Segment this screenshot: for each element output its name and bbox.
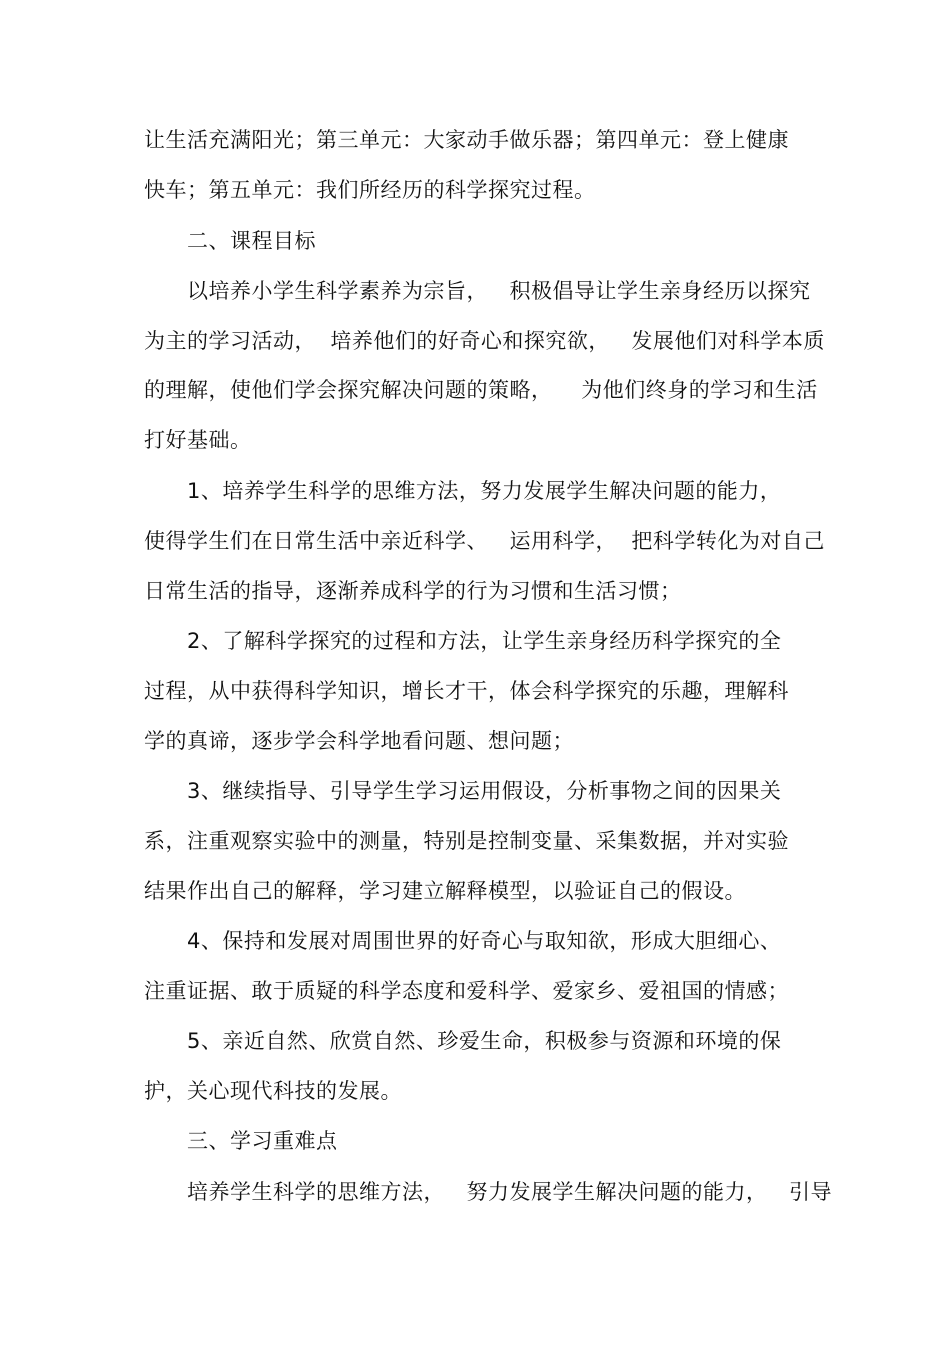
text-line: 让生活充满阳光；第三单元：大家动手做乐器；第四单元：登上健康 <box>144 128 789 152</box>
text-line: 注重证据、敢于质疑的科学态度和爱科学、爱家乡、爱祖国的情感； <box>144 979 789 1003</box>
text-line: 学的真谛，逐步学会科学地看问题、想问题； <box>144 729 574 753</box>
text-line: 的理解，使他们学会探究解决问题的策略， 为他们终身的学习和生活 <box>144 378 818 402</box>
text-line: 打好基础。 <box>144 428 252 452</box>
list-item-4: 4、保持和发展对周围世界的好奇心与取知欲，形成大胆细心、 <box>187 929 782 953</box>
text-line: 快车；第五单元：我们所经历的科学探究过程。 <box>144 178 596 202</box>
text-line: 使得学生们在日常生活中亲近科学、 运用科学， 把科学转化为对自己 <box>144 529 825 553</box>
text-line: 为主的学习活动， 培养他们的好奇心和探究欲， 发展他们对科学本质 <box>144 329 825 353</box>
section-heading: 二、课程目标 <box>187 229 316 253</box>
paragraph-first-line: 培养学生科学的思维方法， 努力发展学生解决问题的能力， 引导 <box>187 1180 833 1204</box>
list-item-5: 5、亲近自然、欣赏自然、珍爱生命，积极参与资源和环境的保 <box>187 1029 782 1053</box>
section-heading: 三、学习重难点 <box>187 1129 338 1153</box>
text-line: 护，关心现代科技的发展。 <box>144 1079 402 1103</box>
text-line: 过程，从中获得科学知识，增长才干，体会科学探究的乐趣，理解科 <box>144 679 789 703</box>
text-line: 系，注重观察实验中的测量，特别是控制变量、采集数据，并对实验 <box>144 829 789 853</box>
list-item-3: 3、继续指导、引导学生学习运用假设，分析事物之间的因果关 <box>187 779 782 803</box>
list-item-2: 2、了解科学探究的过程和方法，让学生亲身经历科学探究的全 <box>187 629 782 653</box>
text-line: 日常生活的指导，逐渐养成科学的行为习惯和生活习惯； <box>144 579 682 603</box>
paragraph-first-line: 以培养小学生科学素养为宗旨， 积极倡导让学生亲身经历以探究 <box>187 279 811 303</box>
text-line: 结果作出自己的解释，学习建立解释模型，以验证自己的假设。 <box>144 879 746 903</box>
list-item-1: 1、培养学生科学的思维方法，努力发展学生解决问题的能力， <box>187 479 782 503</box>
